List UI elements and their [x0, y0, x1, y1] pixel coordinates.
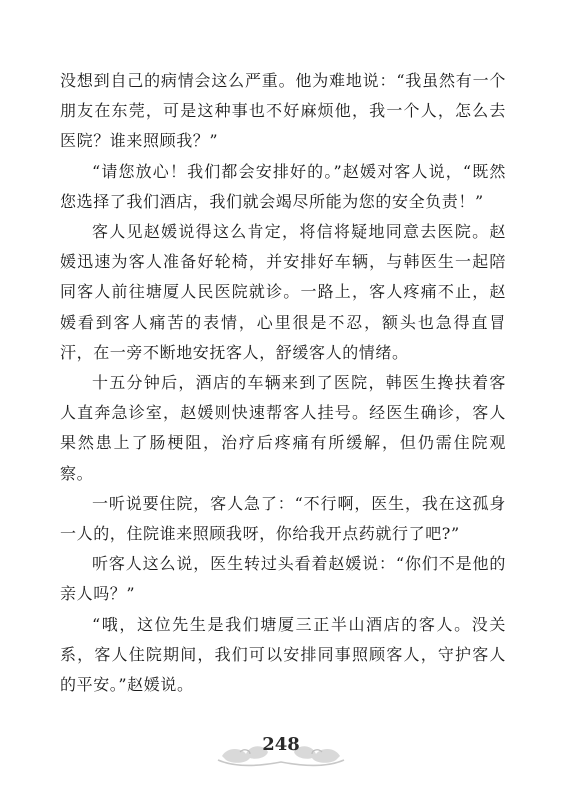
paragraph-3: 客人见赵媛说得这么肯定，将信将疑地同意去医院。赵媛迅速为客人准备好轮椅，并安排好车辆，与韩医生一起陪同客人前往塘厦人民医院就诊。一路上，客人疼痛不止，赵媛看到客人痛苦的表情，心里很是不忍，额头也急得直冒汗，在一旁不断地安抚客人，舒缓客人的情绪。 — [60, 222, 506, 362]
paragraph-4: 十五分钟后，酒店的车辆来到了医院，韩医生搀扶着客人直奔急诊室，赵媛则快速帮客人挂号。经医生确诊，客人果然患上了肠梗阻，治疗后疼痛有所缓解，但仍需住院观察。 — [60, 373, 506, 483]
paragraph-2: “请您放心！我们都会安排好的。”赵媛对客人说，“既然您选择了我们酒店，我们就会竭尽所能为您的安全负责！” — [60, 161, 506, 211]
paragraph-1: 没想到自己的病情会这么严重。他为难地说：“我虽然有一个朋友在东莞，可是这种事也不好麻烦他，我一个人，怎么去医院？谁来照顾我？” — [60, 71, 506, 151]
page-number: 248 — [262, 734, 300, 755]
paragraph-7: “哦，这位先生是我们塘厦三正半山酒店的客人。没关系，客人住院期间，我们可以安排同事照顾客人，守护客人的平安。”赵媛说。 — [60, 614, 506, 695]
paragraph-5: 一听说要住院，客人急了：“不行啊，医生，我在这孤身一人的，住院谁来照顾我呀，你给我开点药就行了吧?” — [60, 493, 506, 544]
page-footer — [0, 730, 562, 770]
body-text — [60, 66, 506, 700]
paragraph-6: 听客人这么说，医生转过头看着赵媛说：“你们不是他的亲人吗？” — [60, 554, 506, 604]
